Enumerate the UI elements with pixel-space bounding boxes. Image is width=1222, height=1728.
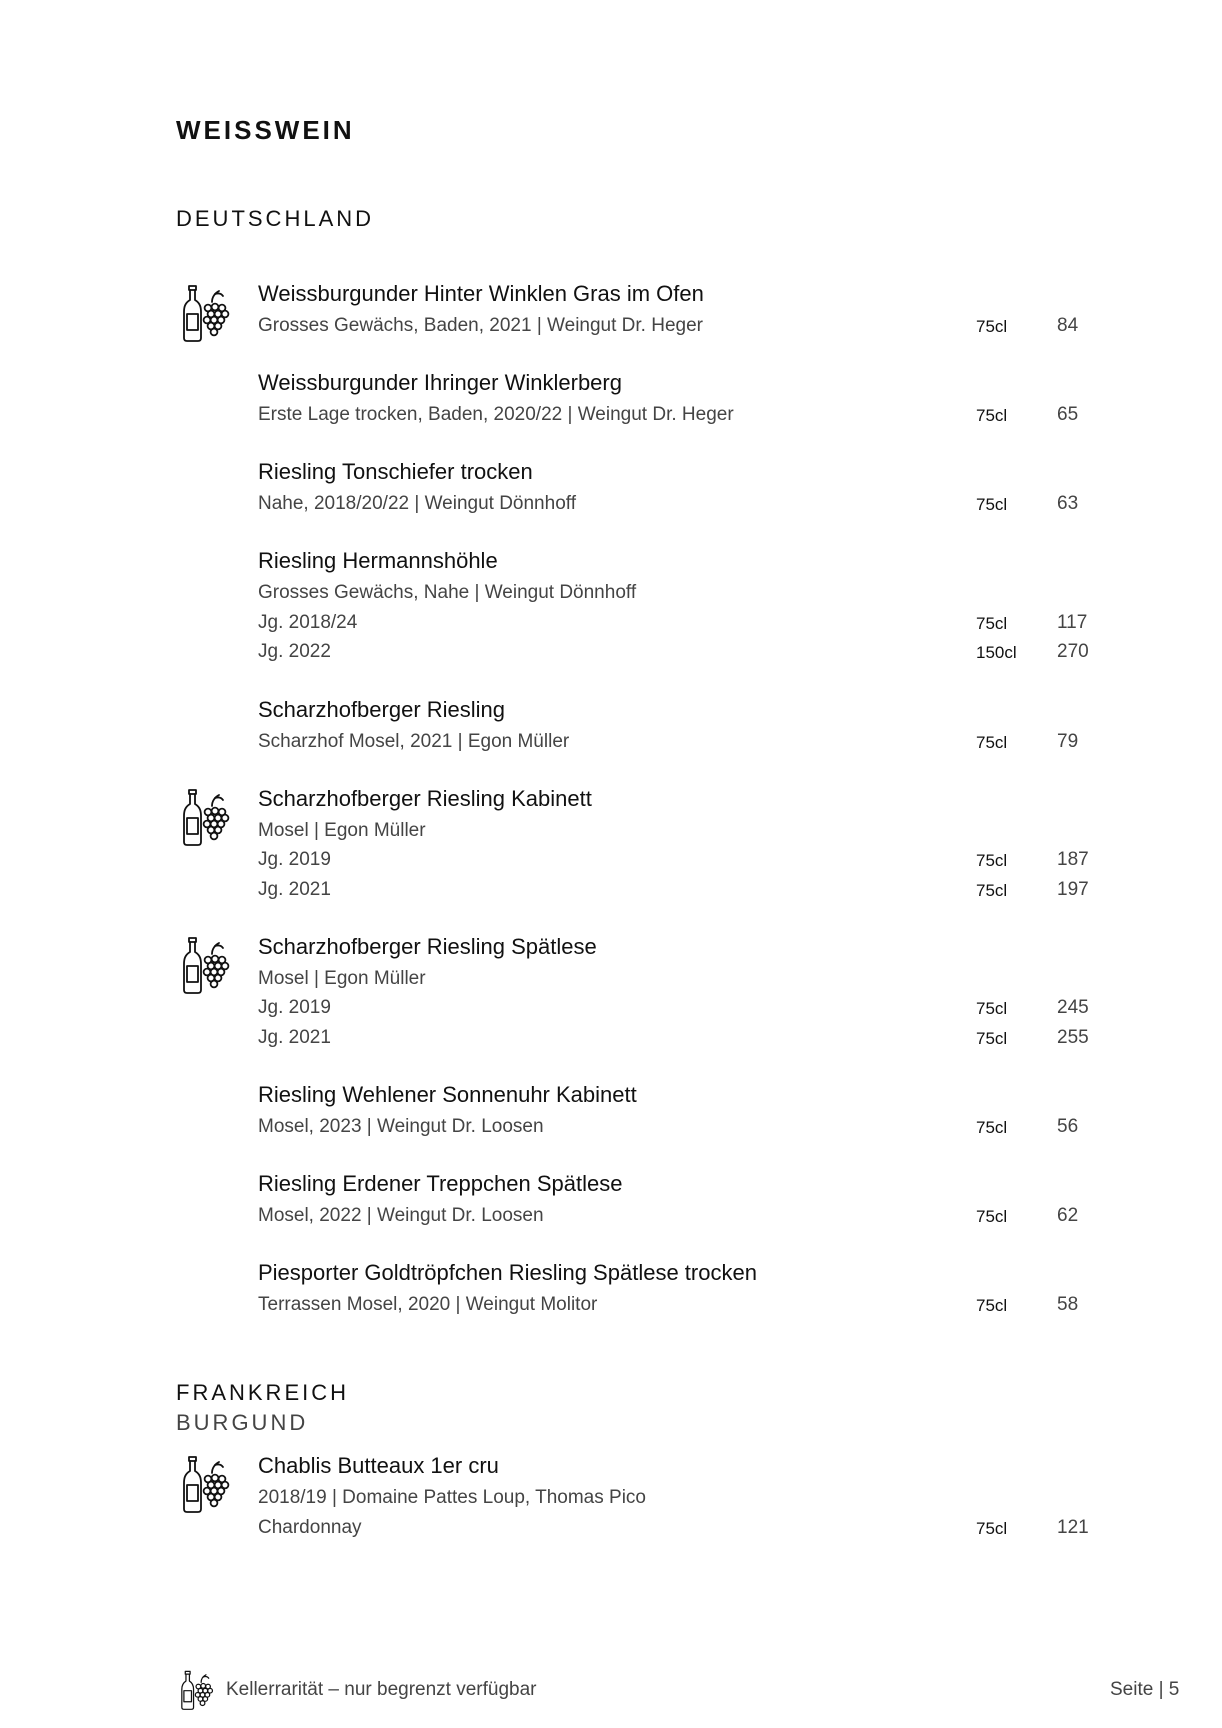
wine-detail-text: Chardonnay — [258, 1517, 362, 1538]
wine-detail-line — [0, 1116, 1222, 1146]
wine-detail-line — [0, 1294, 1222, 1324]
wine-price: 65 — [1057, 404, 1079, 425]
wine-name: Chablis Butteaux 1er cru — [258, 1453, 499, 1478]
wine-detail-line — [0, 731, 1222, 761]
wine-detail-line — [0, 1205, 1222, 1235]
wine-detail-text: Jg. 2018/24 — [258, 612, 358, 633]
wine-name: Riesling Wehlener Sonnenuhr Kabinett — [258, 1082, 637, 1107]
footer-legend: Kellerrarität – nur begrenzt verfügbar — [226, 1679, 537, 1700]
wine-price: 255 — [1057, 1027, 1089, 1048]
wine-volume: 75cl — [976, 317, 1008, 336]
wine-name: Riesling Tonschiefer trocken — [258, 459, 533, 484]
wine-detail-text: Terrassen Mosel, 2020 | Weingut Molitor — [258, 1294, 598, 1315]
wine-detail-text: Grosses Gewächs, Baden, 2021 | Weingut Dr. Heger — [258, 315, 703, 336]
wine-name: Piesporter Goldtröpfchen Riesling Spätlese trocken — [258, 1260, 757, 1285]
wine-detail-line — [0, 641, 1222, 671]
wine-price: 245 — [1057, 997, 1089, 1018]
page-title: WEISSWEIN — [176, 115, 355, 145]
wine-name: Scharzhofberger Riesling Kabinett — [258, 786, 592, 811]
wine-volume: 75cl — [976, 1207, 1008, 1226]
wine-volume: 75cl — [976, 1296, 1008, 1315]
wine-detail-text: Mosel | Egon Müller — [258, 968, 426, 989]
wine-volume: 75cl — [976, 406, 1008, 425]
wine-detail-line — [0, 404, 1222, 434]
section-heading-frankreich: FRANKREICH — [176, 1380, 350, 1405]
wine-volume: 75cl — [976, 614, 1008, 633]
wine-name: Riesling Hermannshöhle — [258, 548, 498, 573]
wine-volume: 75cl — [976, 495, 1008, 514]
wine-detail-line — [0, 1027, 1222, 1057]
wine-detail-line — [0, 493, 1222, 523]
bottle-grapes-icon — [180, 1670, 214, 1710]
wine-detail-line — [0, 1487, 1222, 1517]
subsection-heading-burgund: BURGUND — [176, 1410, 309, 1435]
wine-volume: 75cl — [976, 881, 1008, 900]
wine-price: 79 — [1057, 731, 1079, 752]
wine-volume: 75cl — [976, 733, 1008, 752]
wine-name: Scharzhofberger Riesling — [258, 697, 506, 722]
wine-volume: 75cl — [976, 1118, 1008, 1137]
wine-volume: 75cl — [976, 851, 1008, 870]
wine-detail-line — [0, 879, 1222, 909]
wine-name: Scharzhofberger Riesling Spätlese — [258, 934, 597, 959]
wine-detail-text: Jg. 2019 — [258, 849, 331, 870]
wine-detail-text: Jg. 2021 — [258, 1027, 331, 1048]
wine-detail-line — [0, 315, 1222, 345]
wine-detail-text: Grosses Gewächs, Nahe | Weingut Dönnhoff — [258, 582, 637, 603]
wine-detail-text: Scharzhof Mosel, 2021 | Egon Müller — [258, 731, 570, 752]
wine-volume: 150cl — [976, 643, 1017, 662]
wine-price: 187 — [1057, 849, 1089, 870]
wine-detail-line — [0, 820, 1222, 850]
wine-detail-line — [0, 1517, 1222, 1547]
wine-detail-text: Jg. 2021 — [258, 879, 331, 900]
wine-name: Riesling Erdener Treppchen Spätlese — [258, 1171, 623, 1196]
wine-name: Weissburgunder Hinter Winklen Gras im Ofen — [258, 281, 704, 306]
wine-detail-text: Jg. 2022 — [258, 641, 331, 662]
page-number: Seite | 5 — [1110, 1679, 1180, 1700]
wine-price: 63 — [1057, 493, 1079, 514]
wine-volume: 75cl — [976, 999, 1008, 1018]
wine-price: 117 — [1057, 612, 1088, 633]
wine-detail-text: Nahe, 2018/20/22 | Weingut Dönnhoff — [258, 493, 576, 514]
wine-detail-text: Mosel, 2023 | Weingut Dr. Loosen — [258, 1116, 544, 1137]
wine-detail-line — [0, 968, 1222, 998]
wine-name: Weissburgunder Ihringer Winklerberg — [258, 370, 622, 395]
wine-price: 270 — [1057, 641, 1089, 662]
wine-price: 56 — [1057, 1116, 1079, 1137]
wine-detail-text: Jg. 2019 — [258, 997, 331, 1018]
wine-price: 58 — [1057, 1294, 1079, 1315]
wine-detail-text: 2018/19 | Domaine Pattes Loup, Thomas Pico — [258, 1487, 646, 1508]
wine-price: 197 — [1057, 879, 1089, 900]
section-heading-deutschland: DEUTSCHLAND — [176, 206, 375, 231]
wine-detail-line — [0, 612, 1222, 642]
wine-detail-line — [0, 849, 1222, 879]
wine-detail-line — [0, 997, 1222, 1027]
wine-volume: 75cl — [976, 1029, 1008, 1048]
wine-price: 62 — [1057, 1205, 1079, 1226]
wine-price: 84 — [1057, 315, 1079, 336]
wine-detail-text: Erste Lage trocken, Baden, 2020/22 | Weingut Dr. Heger — [258, 404, 734, 425]
wine-detail-line — [0, 582, 1222, 612]
wine-detail-text: Mosel | Egon Müller — [258, 820, 426, 841]
wine-volume: 75cl — [976, 1519, 1008, 1538]
wine-price: 121 — [1057, 1517, 1089, 1538]
wine-detail-text: Mosel, 2022 | Weingut Dr. Loosen — [258, 1205, 544, 1226]
